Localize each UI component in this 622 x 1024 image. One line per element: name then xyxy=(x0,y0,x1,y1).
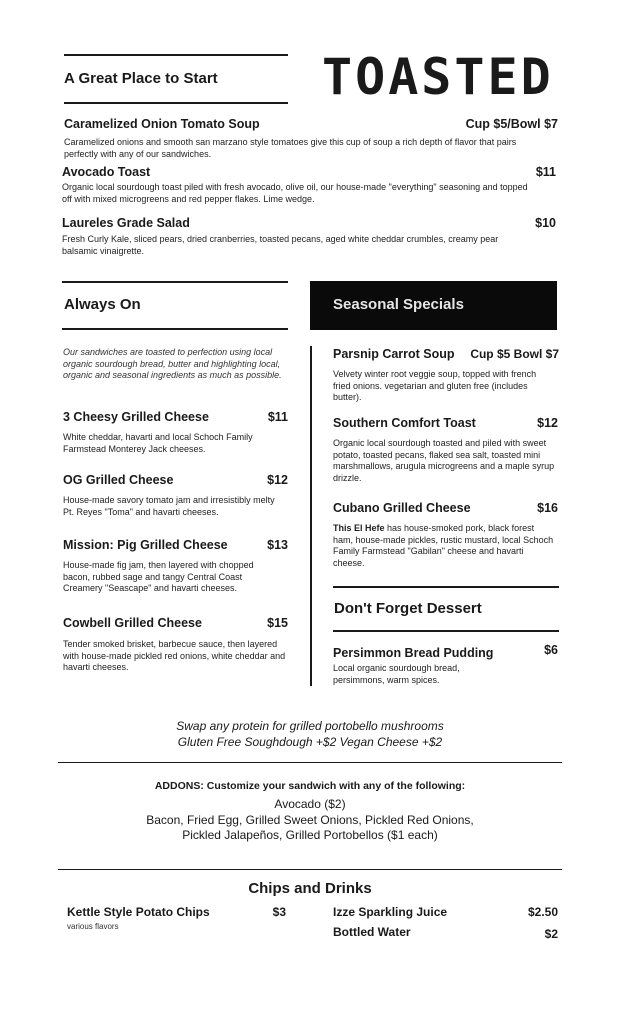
item-price: $12 xyxy=(267,473,288,487)
section-title-chips-drinks: Chips and Drinks xyxy=(248,880,372,897)
section-title-dessert: Don't Forget Dessert xyxy=(334,600,482,617)
item-description: White cheddar, havarti and local Schoch Family Farmstead Monterey Jack cheeses. xyxy=(63,432,253,454)
item-description: Velvety winter root veggie soup, topped with french fried onions. vegetarian and gluten free (includes butter). xyxy=(333,369,537,402)
item-description-lead: This El Hefe xyxy=(333,523,385,533)
item-name: Avocado Toast xyxy=(62,165,151,179)
item-description: Organic local sourdough toast piled with fresh avocado, olive oil, our house-made "everything" seasoning and topped off with mixed microgreens and red pepper flakes. Lime wedge. xyxy=(62,182,528,204)
item-description: Fresh Curly Kale, sliced pears, dried cranberries, toasted pecans, aged white cheddar crumbles, creamy pear balsamic vinaigrette. xyxy=(62,234,499,256)
item-price: $3 xyxy=(272,905,286,919)
item-price: $6 xyxy=(544,643,558,657)
item-price: $13 xyxy=(267,538,288,552)
item-description: Organic local sourdough toasted and piled with sweet potato, toasted pecans, flaked sea salt, toasted mini marshmallows, arugula microgreens and a maple syrup drizzle. xyxy=(333,438,555,483)
item-description: House-made fig jam, then layered with chopped bacon, rubbed sage and tangy Central Coast Creamery "Seascape" and havarti cheeses. xyxy=(63,560,254,593)
item-name: Persimmon Bread Pudding xyxy=(333,646,494,660)
item-description: Tender smoked brisket, barbecue sauce, then layered with house-made pickled red onions, white cheddar and havarti cheeses. xyxy=(63,639,286,672)
always-on-intro: Our sandwiches are toasted to perfection using local organic sourdough bread, butter and highlighting local, organic and seasonal ingredients as much as possible. xyxy=(63,347,282,380)
item-price: $10 xyxy=(535,216,556,230)
item-price: Cup $5/Bowl $7 xyxy=(465,117,558,131)
item-name: Parsnip Carrot Soup xyxy=(333,347,455,361)
item-price: $16 xyxy=(537,501,558,515)
swap-note: Gluten Free Soughdough +$2 Vegan Cheese +$2 xyxy=(177,735,443,749)
item-description-rest: has house-smoked pork, black forest ham, house-made pickles, rustic mustard, local Schoch Family Farmstead "Gabilan" cheese and havarti cheese. xyxy=(333,523,554,568)
column-divider xyxy=(310,346,312,686)
brand-logo: TOASTED xyxy=(322,48,554,106)
item-price: $11 xyxy=(535,165,556,179)
divider xyxy=(58,869,562,870)
swap-note: Swap any protein for grilled portobello mushrooms xyxy=(176,719,444,733)
item-name: Mission: Pig Grilled Cheese xyxy=(63,538,228,552)
item-description: Caramelized onions and smooth san marzano style tomatoes give this cup of soup a rich depth of flavor that pairs perfectly with any of our sandwiches. xyxy=(64,137,517,159)
item-description xyxy=(333,523,555,569)
item-price: $2 xyxy=(544,927,558,941)
item-name: OG Grilled Cheese xyxy=(63,473,174,487)
item-name: Southern Comfort Toast xyxy=(333,416,476,430)
addons-title: ADDONS: Customize your sandwich with any of the following: xyxy=(154,780,466,792)
section-title-start: A Great Place to Start xyxy=(64,70,218,87)
seasonal-specials-header xyxy=(310,281,557,330)
item-price: $11 xyxy=(267,410,288,424)
item-description: House-made savory tomato jam and irresistibly melty Pt. Reyes "Toma" and havarti cheeses. xyxy=(63,495,275,517)
item-name: Cowbell Grilled Cheese xyxy=(63,616,202,630)
divider xyxy=(333,586,559,588)
divider xyxy=(62,328,288,330)
divider xyxy=(64,102,288,104)
item-name: Caramelized Onion Tomato Soup xyxy=(64,117,260,131)
item-price: Cup $5 Bowl $7 xyxy=(470,347,559,361)
item-name: Laureles Grade Salad xyxy=(62,216,190,230)
item-price: $2.50 xyxy=(527,905,558,919)
item-name: 3 Cheesy Grilled Cheese xyxy=(63,410,209,424)
addons-line: Avocado ($2) xyxy=(274,797,346,811)
item-description: Local organic sourdough bread, persimmons, warm spices. xyxy=(333,663,460,685)
item-price: $15 xyxy=(267,616,288,630)
item-name: Cubano Grilled Cheese xyxy=(333,501,471,515)
addons-line: Bacon, Fried Egg, Grilled Sweet Onions, Pickled Red Onions, xyxy=(146,813,474,827)
section-title-always-on: Always On xyxy=(64,296,141,313)
item-name: Bottled Water xyxy=(333,925,411,939)
addons-line: Pickled Jalapeños, Grilled Portobellos ($1 each) xyxy=(182,828,438,842)
item-price: $12 xyxy=(537,416,558,430)
divider xyxy=(62,281,288,283)
divider xyxy=(64,54,288,56)
item-note: various flavors xyxy=(67,922,119,931)
section-title-seasonal: Seasonal Specials xyxy=(333,296,464,313)
item-name: Izze Sparkling Juice xyxy=(333,905,448,919)
item-name: Kettle Style Potato Chips xyxy=(67,905,210,919)
divider xyxy=(333,630,559,632)
divider xyxy=(58,762,562,763)
